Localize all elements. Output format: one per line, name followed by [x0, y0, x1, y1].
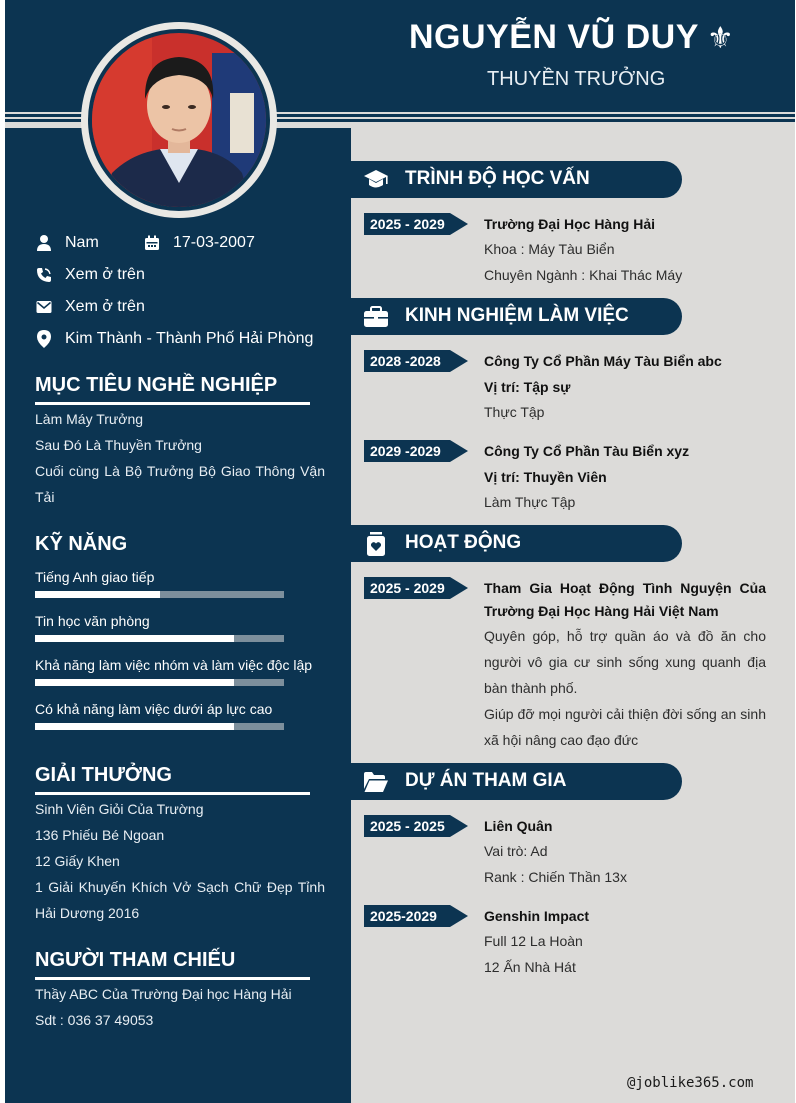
- skill-bar: [35, 591, 284, 598]
- activity-line: Quyên góp, hỗ trợ quần áo và đồ ăn cho người vô gia cư sinh sống xung quanh địa bàn thành phố.: [484, 628, 766, 696]
- objective-line: Cuối cùng Là Bộ Trưởng Bộ Giao Thông Vận Tải: [35, 463, 325, 505]
- education-line: Khoa : Máy Tàu Biển: [484, 241, 615, 257]
- skill-bar: [35, 679, 284, 686]
- phone-value: Xem ở trên: [65, 266, 145, 283]
- location-pin-icon: [35, 330, 53, 348]
- avatar: [92, 33, 266, 207]
- activity-description: [484, 623, 766, 753]
- date-tag: [364, 577, 468, 599]
- experience-description: Làm Thực Tập: [484, 494, 576, 510]
- award-line: Sinh Viên Giỏi Của Trường: [35, 801, 204, 817]
- fleur-de-lis-icon: ⚜: [706, 22, 735, 55]
- skill-bar-fill: [35, 723, 234, 730]
- address-value: Kim Thành - Thành Phố Hải Phòng: [65, 330, 314, 347]
- date-text: 2025 - 2029: [370, 580, 445, 596]
- company-name: Công Ty Cổ Phần Tàu Biển xyz: [484, 443, 690, 459]
- education-title: TRÌNH ĐỘ HỌC VẤN: [405, 168, 590, 189]
- references-title: NGƯỜI THAM CHIẾU: [35, 949, 236, 971]
- date-tag: [364, 815, 468, 837]
- skill-label: Tin học văn phòng: [35, 613, 150, 629]
- experience-company: [484, 440, 766, 489]
- phone-icon: [35, 266, 53, 284]
- id-badge-icon: [363, 531, 389, 557]
- project-line: 12 Ấn Nhà Hát: [484, 959, 576, 975]
- education-line: Chuyên Ngành : Khai Thác Máy: [484, 267, 683, 283]
- date-tag: [364, 905, 468, 927]
- candidate-name-text: NGUYỄN VŨ DUY: [409, 18, 699, 56]
- date-text: 2029 -2029: [370, 443, 441, 459]
- contact-email: [35, 298, 145, 316]
- activity-line: Giúp đỡ mọi người cải thiện đời sống an sinh xã hội nâng cao đạo đức: [484, 706, 766, 748]
- position: Vị trí: Tập sự: [484, 379, 571, 395]
- award-line: 12 Giấy Khen: [35, 853, 120, 869]
- folder-open-icon: [363, 769, 389, 795]
- objective-line: Làm Máy Trưởng: [35, 411, 144, 427]
- project-line: Vai trò: Ad: [484, 843, 548, 859]
- date-text: 2025-2029: [370, 908, 437, 924]
- contact-phone: [35, 266, 145, 284]
- section-rule: [35, 792, 310, 795]
- candidate-name: [409, 18, 734, 57]
- award-line: 136 Phiếu Bé Ngoan: [35, 827, 165, 843]
- experience-company: [484, 350, 766, 399]
- person-icon: [35, 234, 53, 252]
- references-text: [35, 981, 325, 1033]
- watermark: @joblike365.com: [627, 1075, 754, 1091]
- date-tag: [364, 213, 468, 235]
- experience-header: [351, 298, 682, 335]
- graduation-cap-icon: [363, 167, 389, 193]
- education-header: [351, 161, 682, 198]
- education-school: Trường Đại Học Hàng Hải: [484, 216, 656, 232]
- date-tag: [364, 350, 468, 372]
- reference-line: Sdt : 036 37 49053: [35, 1012, 154, 1028]
- objective-line: Sau Đó Là Thuyền Trưởng: [35, 437, 202, 453]
- contact-address: [35, 330, 313, 348]
- skill-bar: [35, 635, 284, 642]
- date-text: 2028 -2028: [370, 353, 441, 369]
- activity-title: Tham Gia Hoạt Động Tình Nguyện Của Trường Đại Học Hàng Hải Việt Nam: [484, 580, 766, 619]
- skills-title: KỸ NĂNG: [35, 533, 128, 555]
- email-value: Xem ở trên: [65, 298, 145, 315]
- envelope-icon: [35, 298, 53, 316]
- activities-header: [351, 525, 682, 562]
- skill-bar-fill: [35, 591, 160, 598]
- briefcase-icon: [363, 304, 389, 330]
- position: Vị trí: Thuyền Viên: [484, 469, 607, 485]
- company-name: Công Ty Cổ Phần Máy Tàu Biển abc: [484, 353, 722, 369]
- date-tag: [364, 440, 468, 462]
- date-text: 2025 - 2029: [370, 216, 445, 232]
- skill-label: Khả năng làm việc nhóm và làm việc độc lập: [35, 657, 313, 673]
- award-line: 1 Giải Khuyến Khích Vở Sạch Chữ Đẹp Tỉnh Hải Dương 2016: [35, 879, 325, 921]
- experience-description: Thực Tập: [484, 404, 545, 420]
- date-text: 2025 - 2025: [370, 818, 445, 834]
- gender-value: Nam: [65, 234, 99, 251]
- section-rule: [35, 402, 310, 405]
- project-line: Rank : Chiến Thần 13x: [484, 869, 627, 885]
- cv-page: [5, 0, 795, 1103]
- skill-label: Tiếng Anh giao tiếp: [35, 569, 155, 585]
- project-line: Full 12 La Hoàn: [484, 933, 583, 949]
- birthday-value: 17-03-2007: [173, 234, 255, 251]
- education-details: [484, 236, 766, 288]
- candidate-role: THUYỀN TRƯỞNG: [487, 68, 666, 90]
- skill-label: Có khả năng làm việc dưới áp lực cao: [35, 701, 273, 717]
- project-description: [484, 838, 766, 890]
- section-rule: [35, 977, 310, 980]
- project-title: Genshin Impact: [484, 908, 590, 924]
- contact-gender: [35, 234, 99, 252]
- reference-line: Thầy ABC Của Trường Đại học Hàng Hải: [35, 986, 292, 1002]
- calendar-icon: [143, 234, 161, 252]
- project-description: [484, 928, 766, 980]
- projects-header: [351, 763, 682, 800]
- awards-text: [35, 796, 325, 926]
- objective-text: [35, 406, 325, 510]
- contact-birthday: [143, 234, 255, 252]
- skill-bar: [35, 723, 284, 730]
- experience-title: KINH NGHIỆM LÀM VIỆC: [405, 305, 629, 326]
- skill-bar-fill: [35, 635, 234, 642]
- objective-title: MỤC TIÊU NGHỀ NGHIỆP: [35, 374, 278, 396]
- project-title: Liên Quân: [484, 818, 553, 834]
- activities-title: HOẠT ĐỘNG: [405, 532, 522, 553]
- projects-title: DỰ ÁN THAM GIA: [405, 770, 567, 791]
- skill-bar-fill: [35, 679, 234, 686]
- awards-title: GIẢI THƯỞNG: [35, 764, 172, 786]
